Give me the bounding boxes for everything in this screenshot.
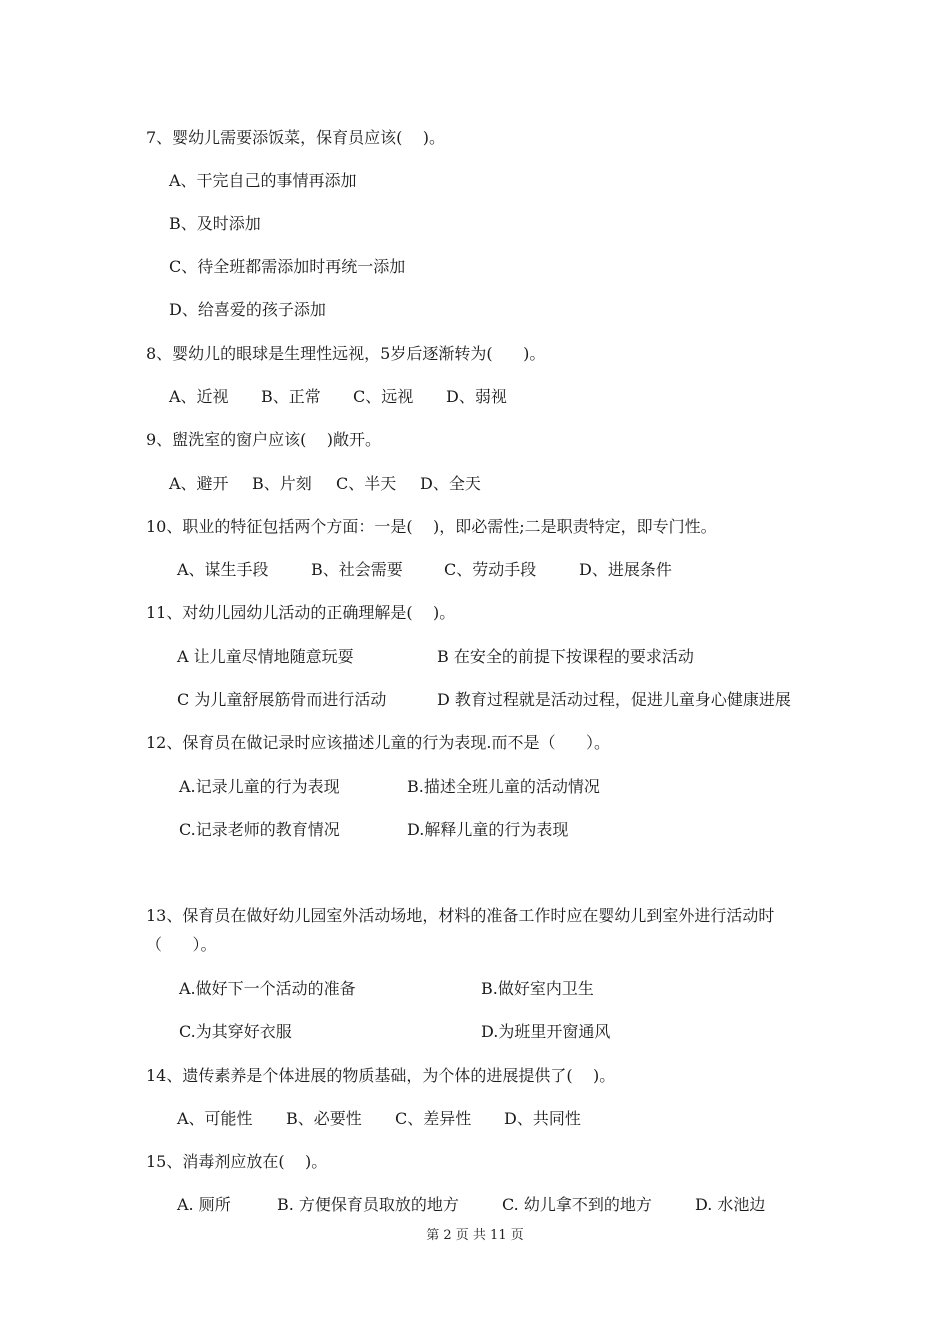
question-14-option-d: D、共同性 [504,1109,581,1128]
question-10-option-b: B、社会需要 [311,560,403,579]
question-13-option-b: B.做好室内卫生 [481,979,594,998]
question-11-option-d: D 教育过程就是活动过程，促进儿童身心健康进展 [437,690,791,709]
question-12-option-b: B.描述全班儿童的活动情况 [407,777,600,796]
question-15-option-a: A. 厕所 [177,1195,231,1214]
question-10-stem: 10、职业的特征包括两个方面：一是( )，即必需性;二是职责特定，即专门性。 [146,517,717,536]
question-13-stem: 13、保育员在做好幼儿园室外活动场地，材料的准备工作时应在婴幼儿到室外进行活动时 [146,906,775,925]
question-9-option-a: A、避开 [169,474,229,493]
question-14-option-a: A、可能性 [177,1109,253,1128]
question-7-option-c: C、待全班都需添加时再统一添加 [169,257,406,276]
question-9-option-d: D、全天 [420,474,481,493]
question-9-option-c: C、半天 [336,474,397,493]
question-8-option-d: D、弱视 [446,387,507,406]
question-7-stem: 7、婴幼儿需要添饭菜，保育员应该( )。 [146,128,446,147]
question-15-option-d: D. 水池边 [695,1195,766,1214]
question-10-option-d: D、进展条件 [579,560,672,579]
question-15-option-c: C. 幼儿拿不到的地方 [502,1195,652,1214]
question-10-option-a: A、谋生手段 [177,560,269,579]
question-11-option-a: A 让儿童尽情地随意玩耍 [177,647,354,666]
question-9-stem: 9、盥洗室的窗户应该( )敞开。 [146,430,382,449]
question-12-option-d: D.解释儿童的行为表现 [407,820,569,839]
question-14-option-c: C、差异性 [395,1109,472,1128]
question-12-option-a: A.记录儿童的行为表现 [179,777,340,796]
question-10-option-c: C、劳动手段 [444,560,537,579]
question-7-option-b: B、及时添加 [169,214,261,233]
question-11-option-c: C 为儿童舒展筋骨而进行活动 [177,690,387,709]
question-8-option-c: C、远视 [353,387,414,406]
question-11-stem: 11、对幼儿园幼儿活动的正确理解是( )。 [146,603,456,622]
question-11-option-b: B 在安全的前提下按课程的要求活动 [437,647,694,666]
question-8-option-b: B、正常 [261,387,321,406]
question-12-option-c: C.记录老师的教育情况 [179,820,340,839]
page-number-footer: 第 2 页 共 11 页 [426,1228,524,1243]
question-8-stem: 8、婴幼儿的眼球是生理性远视，5岁后逐渐转为( )。 [146,344,546,363]
question-8-option-a: A、近视 [169,387,229,406]
question-7-option-a: A、干完自己的事情再添加 [169,171,357,190]
question-13-option-d: D.为班里开窗通风 [481,1022,611,1041]
question-13-option-a: A.做好下一个活动的准备 [179,979,356,998]
question-15-stem: 15、消毒剂应放在( )。 [146,1152,328,1171]
question-13-stem-continued: （ ）。 [146,935,217,954]
question-14-stem: 14、遗传素养是个体进展的物质基础，为个体的进展提供了( )。 [146,1066,616,1085]
question-12-stem: 12、保育员在做记录时应该描述儿童的行为表现.而不是（ ）。 [146,733,610,752]
question-9-option-b: B、片刻 [252,474,312,493]
question-14-option-b: B、必要性 [286,1109,362,1128]
question-13-option-c: C.为其穿好衣服 [179,1022,292,1041]
question-15-option-b: B. 方便保育员取放的地方 [277,1195,459,1214]
question-7-option-d: D、给喜爱的孩子添加 [169,300,326,319]
